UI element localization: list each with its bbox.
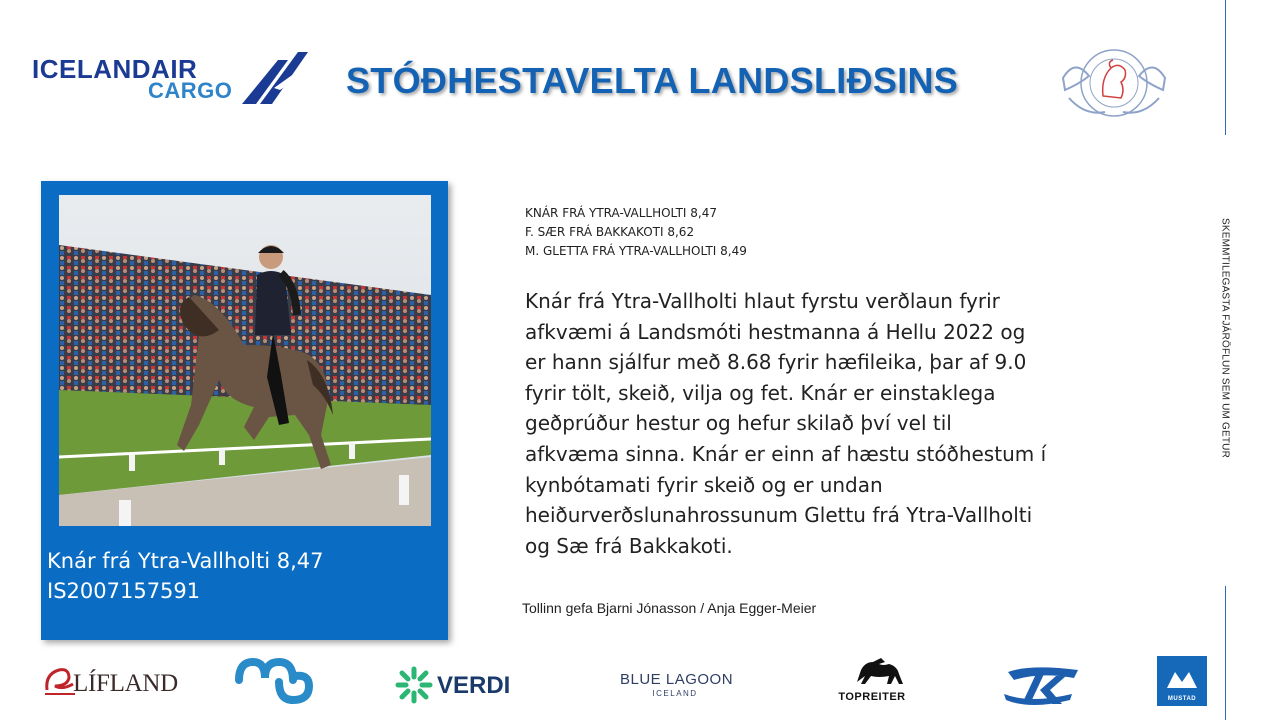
- pedigree-line: M. GLETTA FRÁ YTRA-VALLHOLTI 8,49: [525, 244, 747, 258]
- landssamband-seal: [1055, 38, 1173, 128]
- page-title: STÓÐHESTAVELTA LANDSLIÐSINS: [346, 60, 959, 101]
- description-line: heiðurverðslunahrossunum Glettu frá Ytra-Vallholti: [525, 503, 1033, 528]
- horse-photo: [59, 195, 431, 526]
- topreiter-text: TOPREITER: [838, 691, 906, 703]
- pedigree-line: KNÁR FRÁ YTRA-VALLHOLTI 8,47: [525, 206, 717, 220]
- vertical-slogan: [1218, 218, 1232, 508]
- brand-line2: CARGO: [148, 78, 233, 103]
- description-text: [525, 286, 1085, 561]
- ms-wave-icon: [235, 656, 315, 706]
- description-line: fyrir tölt, skeið, vilja og fet. Knár er einstaklega: [525, 380, 996, 405]
- description-line: kynbótamati fyrir skeið og er undan: [525, 472, 883, 497]
- ms-logo: [235, 656, 315, 706]
- pedigree-block: [525, 204, 747, 261]
- topreiter-logo: [827, 654, 917, 706]
- description-line: afkvæmi á Landsmóti hestmanna á Hellu 2022 og: [525, 319, 1026, 344]
- mustad-text: MUSTAD: [1167, 696, 1197, 702]
- icelandair-cargo-logo: [32, 48, 307, 104]
- mustad-logo: [1157, 656, 1207, 706]
- description-line: og Sæ frá Bakkakoti.: [525, 533, 733, 558]
- mustad-mountain-icon: [1157, 660, 1207, 694]
- horse-photo-image: [59, 195, 431, 526]
- verdi-star-icon: [395, 666, 433, 704]
- horse-silhouette-icon: [827, 654, 917, 690]
- seal-emblem-icon: [1055, 38, 1173, 128]
- bluelagoon-text: BLUE LAGOON: [620, 671, 734, 688]
- description-line: Knár frá Ytra-Vallholti hlaut fyrstu verðlaun fyrir: [525, 289, 1000, 313]
- card-horse-id: IS2007157591: [47, 579, 201, 603]
- divider-top: [1225, 0, 1226, 135]
- ks-logo: [1000, 660, 1086, 708]
- lifland-logo: [43, 664, 183, 700]
- vertical-slogan-text: SKEMMTILEGASTA FJÁRÖFLUN SEM UM GETUR: [1219, 218, 1231, 459]
- brand-line1: ICELANDAIR: [32, 54, 198, 84]
- divider-bottom: [1225, 586, 1226, 720]
- bluelagoon-logo: [620, 671, 734, 705]
- lifland-text: LÍFLAND: [73, 670, 178, 697]
- card-horse-name: Knár frá Ytra-Vallholti 8,47: [47, 549, 324, 573]
- description-line: afkvæma sinna. Knár er einn af hæstu stóðhestum í: [525, 441, 1047, 466]
- description-line: er hann sjálfur með 8.68 fyrir hæfileika, þar af 9.0: [525, 350, 1027, 375]
- description-line: geðprúður hestur og hefur skilað því vel til: [525, 411, 952, 436]
- verdi-text: VERDI: [437, 672, 511, 699]
- credit-text: Tollinn gefa Bjarni Jónasson / Anja Egger-Meier: [522, 600, 817, 616]
- brand-wing-icon: [242, 48, 308, 104]
- bluelagoon-subtext: ICELAND: [652, 689, 698, 698]
- pedigree-line: F. SÆR FRÁ BAKKAKOTI 8,62: [525, 225, 695, 239]
- lifland-swirl-icon: [43, 664, 77, 698]
- ks-emblem-icon: [1000, 660, 1086, 708]
- verdi-logo: [395, 666, 520, 706]
